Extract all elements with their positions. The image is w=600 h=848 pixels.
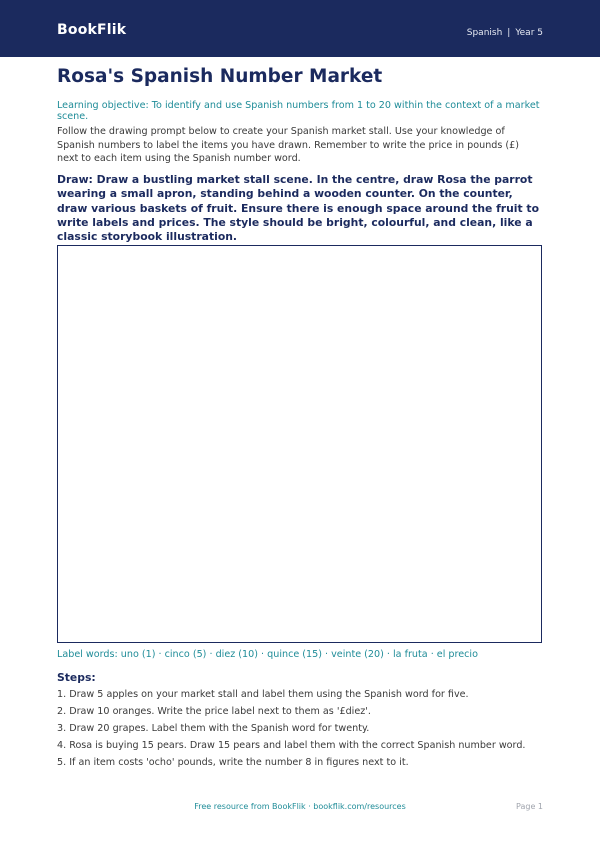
- brand-logo[interactable]: BookFlik: [57, 22, 127, 38]
- step-item: 4. Rosa is buying 15 pears. Draw 15 pears and label them with the correct Spanish number word.: [57, 740, 526, 751]
- label-words: Label words: uno (1) · cinco (5) · diez (10) · quince (15) · veinte (20) · la fruta · el precio: [57, 649, 478, 660]
- year-label: Year 5: [515, 28, 543, 38]
- subject-meta: [467, 28, 543, 38]
- meta-separator: |: [507, 28, 511, 38]
- header-bar: [0, 0, 600, 57]
- step-item: 2. Draw 10 oranges. Write the price label next to them as '£diez'.: [57, 706, 371, 717]
- step-item: 1. Draw 5 apples on your market stall and label them using the Spanish word for five.: [57, 689, 469, 700]
- subject-label: Spanish: [466, 28, 503, 38]
- step-item: 5. If an item costs 'ocho' pounds, write the number 8 in figures next to it.: [57, 757, 409, 768]
- page-title: Rosa's Spanish Number Market: [57, 66, 383, 87]
- drawing-prompt: Draw: Draw a bustling market stall scene. In the centre, draw Rosa the parrot wearing a small apron, standing behind a wooden counter. On the counter, draw various baskets of fruit. Ensure there is enough space around the fruit to write labels and prices. The style should be bright, colourful, and clean, like a classic storybook illustration.: [57, 173, 539, 244]
- learning-objective: Learning objective: To identify and use Spanish numbers from 1 to 20 within the context of a market scene.: [57, 100, 540, 122]
- drawing-area[interactable]: [57, 245, 542, 643]
- steps-list: [57, 688, 543, 773]
- intro-paragraph: Follow the drawing prompt below to create your Spanish market stall. Use your knowledge of Spanish numbers to label the items you have drawn. Remember to write the price in pounds (£) next to each item using the Spanish number word.: [57, 126, 520, 164]
- steps-heading: Steps:: [57, 671, 96, 684]
- page-number: Page 1: [516, 802, 543, 811]
- step-item: 3. Draw 20 grapes. Label them with the Spanish word for twenty.: [57, 723, 370, 734]
- footer-resource-link[interactable]: Free resource from BookFlik · bookflik.com/resources: [194, 802, 406, 811]
